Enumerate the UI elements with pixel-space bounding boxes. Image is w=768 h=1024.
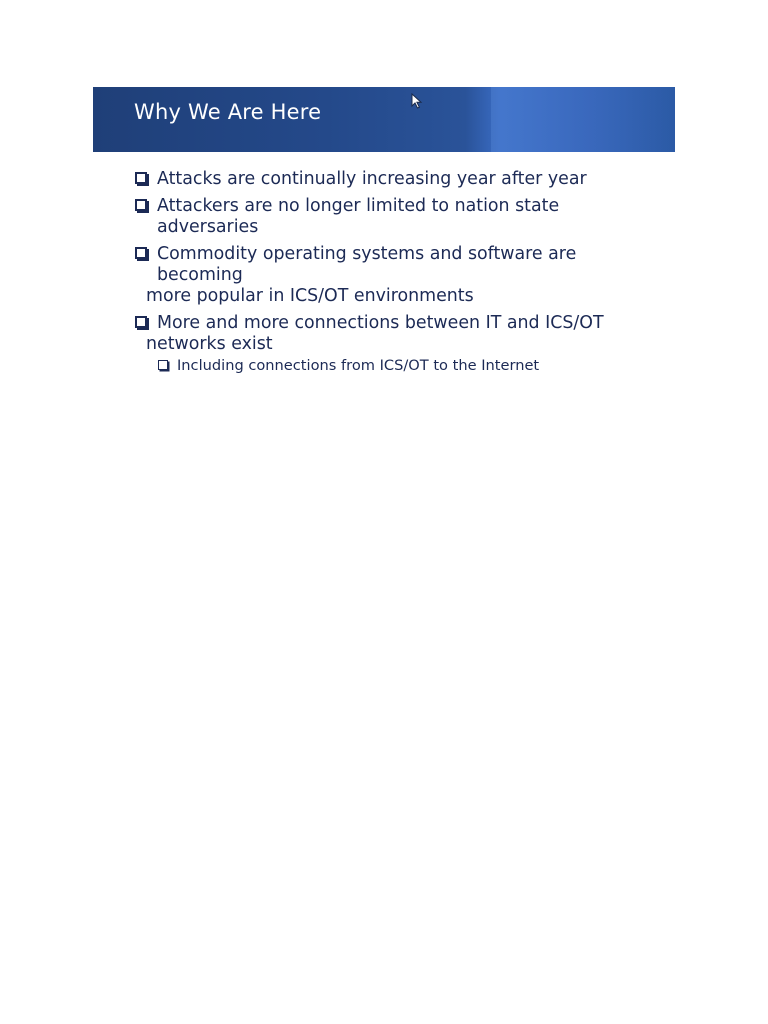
sub-bullet-text: Including connections from ICS/OT to the Internet	[177, 357, 540, 374]
checkbox-bullet-icon	[135, 247, 147, 259]
list-item	[135, 169, 665, 190]
bullet-text: Attacks are continually increasing year after year	[157, 169, 587, 189]
title-bar	[93, 87, 675, 152]
checkbox-bullet-icon	[158, 360, 168, 370]
sub-list-item	[135, 357, 665, 375]
list-item	[135, 196, 665, 238]
bullet-text-line-2: more popular in ICS/OT environments	[146, 286, 474, 306]
bullet-text-line-2: networks exist	[146, 334, 273, 354]
slide	[93, 87, 675, 374]
list-item	[135, 244, 665, 307]
slide-title: Why We Are Here	[134, 100, 322, 124]
checkbox-bullet-icon	[135, 199, 147, 211]
bullet-list	[135, 169, 665, 375]
list-item	[135, 313, 665, 375]
bullet-text-line-1: More and more connections between IT and ICS/OT	[157, 313, 604, 333]
checkbox-bullet-icon	[135, 316, 147, 328]
title-bar-highlight	[491, 87, 675, 152]
bullet-text: Attackers are no longer limited to nation state adversaries	[157, 196, 560, 237]
mouse-pointer-icon	[411, 93, 423, 109]
checkbox-bullet-icon	[135, 172, 147, 184]
bullet-text-line-1: Commodity operating systems and software are becoming	[157, 244, 577, 285]
